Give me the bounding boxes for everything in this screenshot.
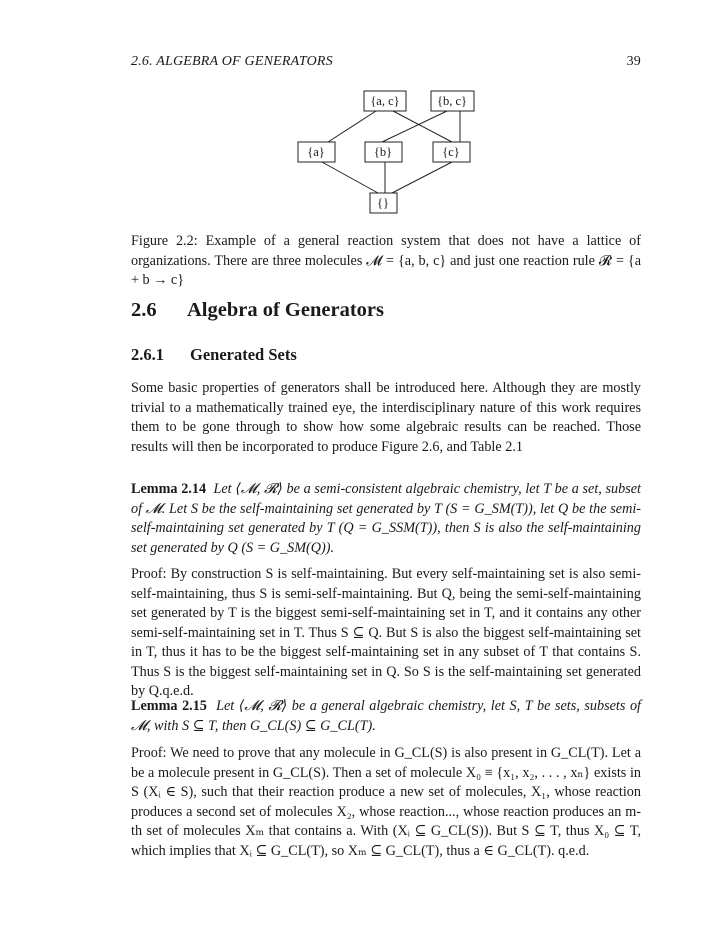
- lemma-2-14-statement: Let ⟨𝓜, 𝓡⟩ be a semi-consistent algebraic chemistry, let T be a set, subset of 𝓜. Let S be the self-maintaining set generated by T (S = G_SM(T)), let Q be the semi-self-maintaining set generated by T (Q = G_SSM(T)), then S is also the self-maintaining set generated by Q (S = G_SM(Q)).: [131, 481, 642, 556]
- section-title: Algebra of Generators: [187, 299, 384, 321]
- intro-paragraph: [131, 379, 641, 457]
- node-ac: [364, 91, 406, 111]
- lemma-2-15: [131, 697, 641, 736]
- subsection-number: 2.6.1: [131, 345, 164, 364]
- lemma-2-14-title: Lemma 2.14: [131, 481, 207, 497]
- intro-paragraph-text: Some basic properties of generators shall be introduced here. Although they are mostly trivial to a mathematically trained eye, the interdisciplinary nature of this work requires them to be gone through to show how some algebraic results can be reached. Those results will then be incorporated to produce Figure 2.6, and Table 2.1: [131, 380, 641, 455]
- node-b: [365, 142, 402, 162]
- node-a: [298, 142, 335, 162]
- proof-2-14: [131, 565, 641, 702]
- subsection-title: Generated Sets: [190, 345, 297, 364]
- lemma-2-15-title: Lemma 2.15: [131, 698, 207, 714]
- chapter-title: 2.6. ALGEBRA OF GENERATORS: [131, 54, 333, 69]
- page-number: 39: [626, 54, 641, 69]
- node-bc: [431, 91, 474, 111]
- node-c: [433, 142, 470, 162]
- edge-ac-c: [393, 111, 452, 142]
- edge-ac-a: [328, 111, 376, 142]
- node-ac-label: {a, c}: [370, 94, 400, 108]
- proof-2-14-text: Proof: By construction S is self-maintaining. But every self-maintaining set is also semi-self-maintaining, thus S is semi-self-maintaining. But Q, being the semi-self-maintaining set generated by T is the biggest semi-self-maintaining set in T, and it contains any other semi-self-maintaining set in T. Thus S ⊆ Q. But S is also the biggest self-maintaining set in T, thus it has to be the biggest self-maintaining set in any subset of T that contains S. Thus S is the biggest self-maintaining set in Q. So S is the self-maintaining set generated by Q.q.e.d.: [131, 566, 641, 699]
- node-c-label: {c}: [442, 145, 460, 159]
- figure-caption-text: Figure 2.2: Example of a general reaction system that does not have a lattice of organizations. There are three molecules 𝓜 = {a, b, c} and just one reaction rule 𝓡 = {a + b → c}: [131, 233, 641, 288]
- organization-lattice-diagram: [0, 0, 728, 230]
- node-bc-label: {b, c}: [436, 94, 468, 108]
- edge-c-empty: [392, 162, 452, 193]
- proof-2-15: [131, 744, 641, 861]
- lemma-2-15-statement: Let ⟨𝓜, 𝓡⟩ be a general algebraic chemistry, let S, T be sets, subsets of 𝓜, with S ⊆ T, then G_CL(S) ⊆ G_CL(T).: [131, 698, 641, 734]
- node-a-label: {a}: [307, 145, 325, 159]
- section-number: 2.6: [131, 299, 157, 321]
- node-empty-label: {}: [377, 196, 389, 210]
- lemma-2-14: [131, 480, 641, 558]
- node-b-label: {b}: [373, 145, 393, 159]
- subsection-heading: [131, 345, 297, 365]
- node-empty: [370, 193, 397, 213]
- proof-2-15-text: Proof: We need to prove that any molecule in G_CL(S) is also present in G_CL(T). Let a be a molecule present in G_CL(S). Then a set of molecule X₀ ≡ {x₁, x₂, . . . , xₙ} exists in S (Xᵢ ∈ S), such that their reaction produce a new set of molecules, X₁, whose reaction produces a second set of molecules X₂, whose reaction..., whose reaction produces an m-th set of molecules Xₘ that contains a. With (Xᵢ ⊆ G_CL(S)). But S ⊆ T, thus X₀ ⊆ T, which implies that Xᵢ ⊆ G_CL(T), so Xₘ ⊆ G_CL(T), thus a ∈ G_CL(T). q.e.d.: [131, 745, 641, 859]
- figure-caption: [131, 232, 641, 291]
- section-heading: [131, 299, 384, 322]
- edge-a-empty: [322, 162, 378, 193]
- edge-bc-b: [382, 111, 447, 142]
